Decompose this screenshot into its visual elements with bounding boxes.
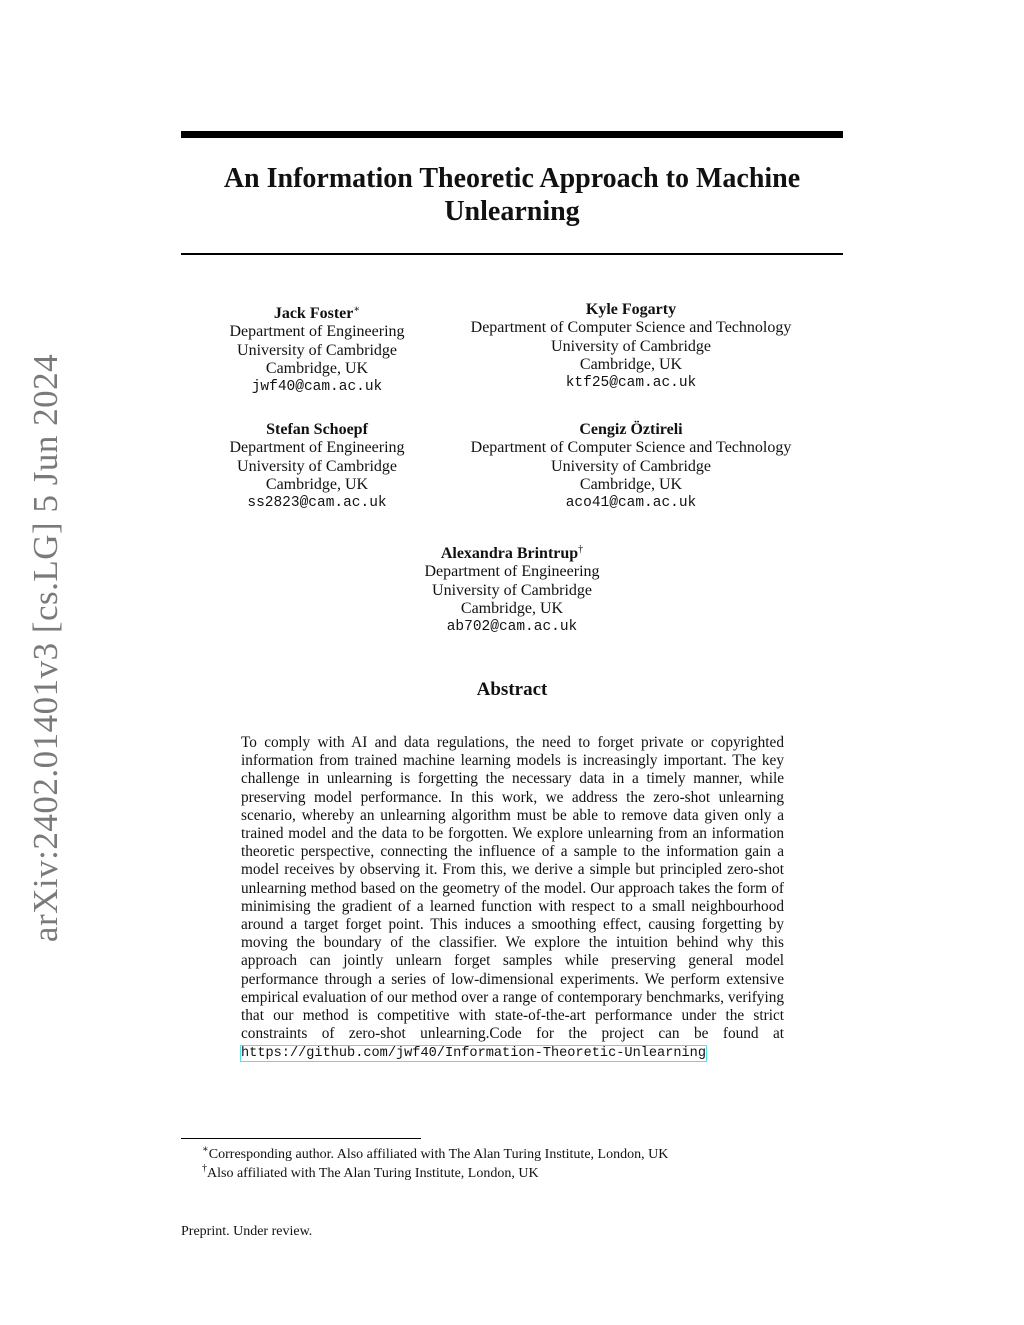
author-location: Cambridge, UK (579, 475, 683, 493)
author-name: Kyle Fogarty (585, 301, 677, 318)
author-university: University of Cambridge (237, 457, 397, 475)
footnote-mark: † (202, 1163, 207, 1174)
footnote-mark: ∗ (202, 1144, 209, 1155)
code-repository-link[interactable]: https://github.com/jwf40/Information-Theoretic-Unlearning (241, 1046, 706, 1062)
author-footnote-mark: † (578, 544, 584, 555)
author-location: Cambridge, UK (579, 355, 683, 373)
author-email[interactable]: jwf40@cam.ac.uk (251, 379, 383, 396)
arxiv-identifier: arXiv:2402.01401v3 [cs.LG] 5 Jun 2024 (26, 353, 65, 943)
author-department: Department of Engineering (229, 439, 405, 457)
paper-title: An Information Theoretic Approach to Machine Unlearning (223, 163, 801, 227)
author-name: Cengiz Öztireli (579, 421, 683, 438)
author-location: Cambridge, UK (265, 359, 369, 377)
preprint-notice: Preprint. Under review. (181, 1224, 313, 1239)
author-university: University of Cambridge (551, 337, 711, 355)
author-university: University of Cambridge (432, 581, 592, 599)
author-name: Stefan Schoepf (266, 421, 368, 438)
abstract-body (241, 734, 784, 1064)
footnote-text: Also affiliated with The Alan Turing Institute, London, UK (207, 1166, 539, 1181)
author-email[interactable]: aco41@cam.ac.uk (565, 495, 697, 512)
author-department: Department of Computer Science and Technology (470, 319, 792, 337)
author-location: Cambridge, UK (460, 599, 564, 617)
author-location: Cambridge, UK (265, 475, 369, 493)
footnote (202, 1161, 539, 1182)
author-email[interactable]: ktf25@cam.ac.uk (565, 375, 697, 392)
title-bottom-rule (181, 253, 843, 255)
abstract-heading: Abstract (476, 679, 548, 700)
title-top-rule (181, 131, 843, 138)
footnote-rule (181, 1138, 421, 1139)
author-university: University of Cambridge (551, 457, 711, 475)
footnote-text: Corresponding author. Also affiliated with The Alan Turing Institute, London, UK (208, 1147, 669, 1162)
author-block (197, 301, 437, 396)
author-email[interactable]: ss2823@cam.ac.uk (247, 495, 387, 512)
author-block (451, 301, 811, 392)
author-department: Department of Computer Science and Technology (470, 439, 792, 457)
author-block (392, 541, 632, 636)
author-block (197, 421, 437, 512)
abstract-text: To comply with AI and data regulations, the need to forget private or copyrighted information from trained machine learning models is increasingly important. The key challenge in unlearning is forgetting the necessary data in a timely manner, while preserving model performance. In this work, we address the zero-shot unlearning scenario, whereby an unlearning algorithm must be able to remove data given only a trained model and the data to be forgotten. We explore unlearning from an information theoretic perspective, connecting the influence of a sample to the information gain a model receives by observing it. From this, we derive a simple but principled zero-shot unlearning method based on the geometry of the model. Our approach takes the form of minimising the gradient of a learned function with respect to a small neighbourhood around a target forget point. This induces a smoothing effect, causing forgetting by moving the boundary of the classifier. We explore the intuition behind why this approach can jointly unlearn forget samples while preserving general model performance through a series of low-dimensional experiments. We perform extensive empirical evaluation of our method over a range of contemporary benchmarks, verifying that our method is competitive with state-of-the-art performance under the strict constraints of zero-shot unlearning.Code for the project can be found at (241, 734, 784, 1043)
author-email[interactable]: ab702@cam.ac.uk (446, 619, 578, 636)
footnote (202, 1142, 668, 1163)
author-university: University of Cambridge (237, 341, 397, 359)
author-department: Department of Engineering (424, 563, 600, 581)
author-block (451, 421, 811, 512)
author-footnote-mark: ∗ (353, 304, 361, 315)
author-name: Alexandra Brintrup (440, 545, 579, 562)
author-name: Jack Foster (273, 305, 354, 322)
author-department: Department of Engineering (229, 323, 405, 341)
